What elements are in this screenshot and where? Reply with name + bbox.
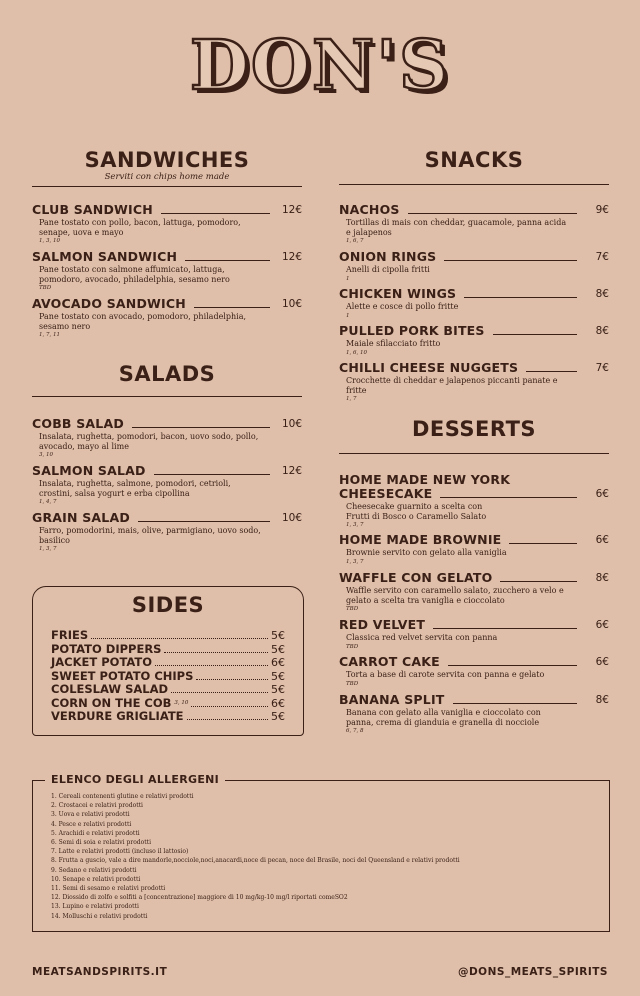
item-name: PULLED PORK BITES: [339, 323, 485, 338]
side-name: JACKET POTATO: [51, 655, 153, 669]
allergen-entry: 4. Pesce e relativi prodotti: [51, 820, 132, 828]
salads-section: [32, 362, 302, 552]
allergen-entry: 9. Sedano e relativi prodotti: [51, 866, 137, 874]
divider: [32, 396, 302, 397]
menu-item: [339, 287, 609, 320]
menu-item: [339, 655, 609, 688]
item-price: 7€: [595, 362, 609, 374]
item-description: Farro, pomodorini, mais, olive, parmigiano, uovo sodo, basilico: [39, 526, 261, 545]
section-title-salads: SALADS: [118, 362, 216, 386]
item-allergens: 1, 3, 7: [39, 546, 57, 552]
item-price: 6€: [595, 488, 609, 500]
menu-item: [339, 533, 609, 566]
menu-item: [339, 693, 609, 735]
item-allergens: 3, 10: [39, 452, 53, 458]
section-title-desserts: DESSERTS: [411, 417, 537, 441]
allergen-entry: 5. Arachidi e relativi prodotti: [51, 829, 140, 837]
menu-item: [339, 618, 609, 651]
item-allergens: 1, 6, 7: [346, 238, 364, 244]
item-allergens: TBD: [346, 680, 359, 687]
allergen-entry: 10. Senape e relativi prodotti: [51, 875, 141, 883]
item-description: Insalata, rughetta, salmone, pomodori, cetrioli, crostini, salsa yogurt e erba cipollina: [39, 479, 231, 498]
menu-item: [339, 361, 609, 403]
item-allergens: 1: [346, 312, 350, 319]
item-name: GRAIN SALAD: [32, 510, 130, 525]
divider: [339, 453, 609, 454]
side-price: 5€: [271, 683, 285, 696]
item-price: 10€: [281, 418, 302, 430]
side-name: CORN ON THE COB: [51, 695, 172, 710]
menu-item: [32, 203, 302, 245]
side-price: 5€: [271, 710, 285, 723]
allergen-entry: 11. Semi di sesamo e relativi prodotti: [51, 885, 166, 893]
allergen-entry: 1. Cereali contenenti glutine e relativi prodotti: [51, 793, 194, 800]
item-price: 6€: [595, 534, 609, 546]
side-price: 5€: [271, 669, 285, 683]
item-name: CHILLI CHEESE NUGGETS: [339, 360, 519, 375]
item-price: 6€: [595, 619, 609, 631]
item-allergens: 6, 7, 8: [346, 728, 364, 734]
side-item: [51, 629, 285, 642]
menu-item: [339, 324, 609, 357]
item-allergens: TBD: [346, 643, 359, 650]
allergen-entry: 8. Frutta a guscio, vale a dire mandorle,nocciole,noci,anacardi,noce di pecan, noce del Brasile, noci del Queensland e relativi prodotti: [51, 857, 460, 865]
website-link[interactable]: MEATSANDSPIRITS.IT: [32, 966, 168, 978]
item-name: NACHOS: [339, 202, 400, 217]
section-title-sandwiches: SANDWICHES: [84, 148, 250, 172]
side-price: 6€: [271, 696, 285, 710]
side-item: [51, 683, 285, 696]
item-price: 10€: [281, 512, 302, 524]
side-name: POTATO DIPPERS: [51, 641, 162, 656]
menu-item: [339, 203, 609, 245]
item-price: 7€: [595, 251, 609, 263]
item-name: HOME MADE BROWNIE: [339, 532, 502, 547]
item-price: 12€: [281, 204, 302, 216]
allergen-entry: 12. Diossido di zolfo e solfiti a [concentrazione] maggiore di 10 mg/kg-10 mg/l riportati comeSO2: [51, 894, 348, 902]
allergen-entry: 7. Latte e relativi prodotti (incluso il lattosio): [51, 848, 189, 856]
side-name: COLESLAW SALAD: [51, 682, 169, 696]
side-price: 5€: [271, 642, 285, 656]
allergens-title: ELENCO DEGLI ALLERGENI: [45, 773, 225, 786]
item-name: AVOCADO SANDWICH: [32, 296, 186, 311]
side-name: SWEET POTATO CHIPS: [51, 668, 194, 683]
item-name: CHICKEN WINGS: [339, 286, 457, 301]
item-allergens: 1, 3, 10: [39, 238, 60, 244]
side-price: 6€: [271, 656, 285, 669]
item-name: HOME MADE NEW YORK: [339, 472, 511, 487]
item-allergens: 1, 7: [346, 396, 357, 402]
side-item: [51, 710, 285, 723]
menu-item: [32, 464, 302, 506]
item-description: Banana con gelato alla vaniglia e cioccolato con panna, crema di gianduia e granella di nocciole: [346, 708, 541, 727]
item-description: Insalata, rughetta, pomodori, bacon, uovo sodo, pollo, avocado, mayo al lime: [39, 432, 259, 451]
item-allergens: TBD: [39, 285, 52, 291]
item-allergens: 1: [346, 275, 350, 282]
item-name: COBB SALAD: [32, 416, 124, 431]
menu-item: [32, 250, 302, 292]
item-price: 6€: [595, 656, 609, 668]
item-description: Crocchette di cheddar e jalapenos piccanti panate e fritte: [346, 376, 558, 395]
item-description: Brownie servito con gelato alla vaniglia: [346, 548, 507, 557]
menu-item: [32, 297, 302, 339]
item-name: WAFFLE CON GELATO: [339, 570, 493, 585]
snacks-section: [339, 148, 609, 402]
item-name: BANANA SPLIT: [339, 692, 445, 707]
item-price: 12€: [281, 251, 302, 263]
side-item: [51, 697, 285, 710]
item-description: Anelli di cipolla fritti: [346, 265, 430, 274]
item-description: Torta a base di carote servita con panna e gelato: [346, 670, 545, 679]
allergens-list: [51, 792, 460, 921]
allergens-box: [32, 773, 610, 932]
item-price: 12€: [281, 465, 302, 477]
item-allergens: 1, 3, 7: [346, 558, 364, 565]
side-name: FRIES: [51, 628, 89, 642]
item-price: 8€: [595, 694, 609, 706]
item-description: Classica red velvet servita con panna: [346, 633, 498, 642]
side-allergens: 3, 10: [174, 699, 189, 706]
item-description: Pane tostato con avocado, pomodoro, philadelphia, sesamo nero: [39, 312, 247, 331]
sides-box: [32, 586, 304, 736]
item-name: ONION RINGS: [339, 249, 437, 264]
divider: [339, 184, 609, 185]
item-allergens: 1, 4, 7: [39, 499, 57, 505]
item-name: CLUB SANDWICH: [32, 202, 153, 217]
item-name: SALMON SALAD: [32, 463, 146, 478]
item-name: RED VELVET: [339, 617, 426, 632]
item-description: Pane tostato con pollo, bacon, lattuga, pomodoro, senape, uova e mayo: [39, 218, 241, 237]
item-price: 8€: [595, 325, 609, 337]
item-name: CARROT CAKE: [339, 654, 440, 669]
side-item: [51, 670, 285, 683]
menu-item: [339, 250, 609, 283]
item-description: Alette e cosce di pollo fritte: [346, 302, 459, 311]
item-name: SALMON SANDWICH: [32, 249, 178, 264]
section-title-snacks: SNACKS: [424, 148, 524, 172]
item-price: 8€: [595, 288, 609, 300]
item-allergens: 1, 6, 10: [346, 349, 367, 356]
allergen-entry: 2. Crostacei e relativi prodotti: [51, 802, 143, 810]
item-description: Pane tostato con salmone affumicato, lattuga, pomodoro, avocado, philadelphia, sesamo nero: [39, 265, 230, 284]
item-allergens: TBD: [346, 606, 359, 612]
allergen-entry: 13. Lupino e relativi prodotti: [51, 903, 139, 911]
allergen-entry: 3. Uova e relativi prodotti: [51, 811, 130, 819]
item-allergens: 1, 3, 7: [346, 522, 364, 528]
item-description: Tortillas di mais con cheddar, guacamole, panna acida e jalapenos: [346, 218, 567, 237]
section-subtitle-sandwiches: Serviti con chips home made: [104, 172, 230, 182]
allergen-entry: 6. Semi di soia e relativi prodotti: [51, 839, 152, 847]
item-allergens: 1, 7, 11: [39, 332, 60, 338]
divider: [32, 186, 302, 187]
side-item: [51, 643, 285, 656]
side-price: 5€: [271, 629, 285, 642]
desserts-section: [339, 417, 609, 734]
allergen-entry: 14. Molluschi e relativi prodotti: [51, 912, 148, 920]
item-price: 8€: [595, 572, 609, 584]
menu-item: [339, 473, 609, 529]
brand-logo: DON'S: [189, 26, 451, 106]
menu-item: [32, 511, 302, 553]
item-name-line2: CHEESECAKE: [339, 486, 433, 501]
item-price: 9€: [595, 204, 609, 216]
section-title-sides: SIDES: [131, 593, 205, 617]
item-description: Cheesecake guarnito a scelta con Frutti di Bosco o Caramello Salato: [346, 502, 487, 521]
item-price: 10€: [281, 298, 302, 310]
item-description: Waffle servito con caramello salato, zucchero a velo e gelato a scelta tra vaniglia e cioccolato: [346, 586, 564, 605]
side-name: VERDURE GRIGLIATE: [51, 709, 184, 723]
menu-item: [339, 571, 609, 613]
item-description: Maiale sfilacciato fritto: [346, 339, 441, 348]
sandwiches-section: [32, 148, 302, 338]
menu-item: [32, 417, 302, 459]
social-handle-link[interactable]: @DONS_MEATS_SPIRITS: [457, 966, 608, 978]
side-item: [51, 656, 285, 669]
